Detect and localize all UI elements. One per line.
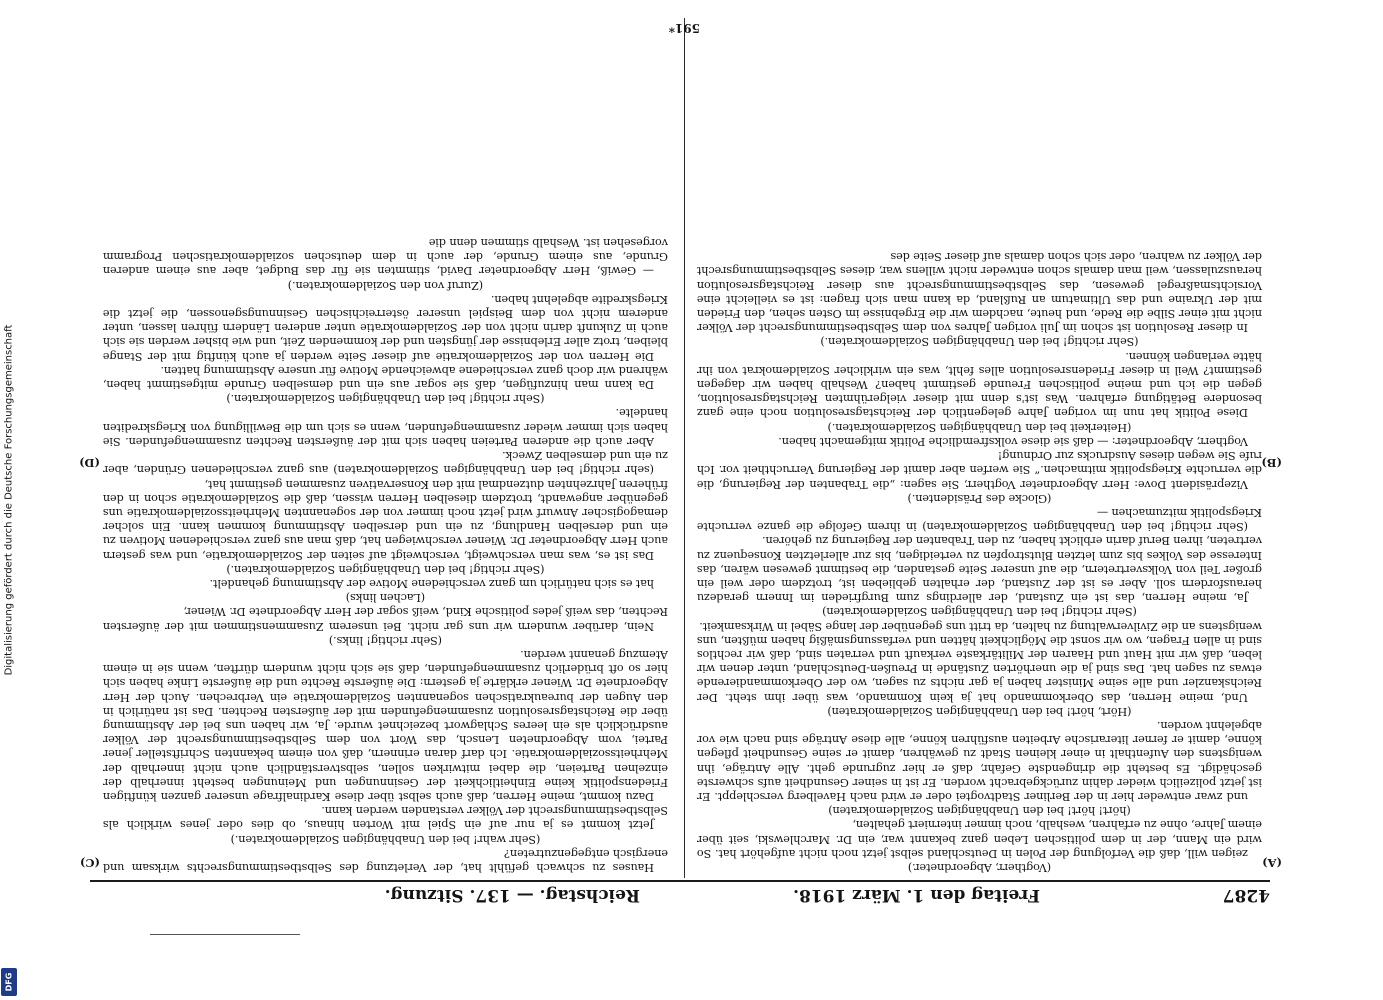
interjection: (Sehr richtig! bei den Unabhängigen Sozialdemokraten) [822, 605, 1137, 619]
header-rule [90, 880, 1270, 882]
paragraph: Ja, meine Herren, das ist ein Zustand, der allerdings zum Burgfrieden im Innern geradezu herausfordern soll. Aber es ist der Zustand, der erhalten geblieben ist, trotzdem oder weil ein großer Teil von Volksvertretern, die auf unserer Seite gestanden, die bestimmt gewesen wären, das Interesse des Volkes bis zum letzten Blutstropfen zu verteidigen, bis zur allerletzten Konsequenz zu vertreten, ihren Beruf darin erblickt haben, zu den Trabanten der Regierung zu gehören. [697, 534, 1262, 605]
paragraph: In dieser Resolution ist schon im Juli vorigen Jahres von dem Selbstbestimmungsrecht der Völker nicht mit einer Silbe die Rede, und heute, nachdem wir die Ergebnisse im Osten sehen, den Frieden mit der Ukraine und das Ultimatum an Rußland, da kann man sich fragen: ist es vielleicht eine Vorsichtsmaßregel gewesen, das Selbstbestimmungsrecht aus dieser Reichstagsresolution herauszulassen, weil man damals schon entweder nicht willens war, dieses Selbstbestimmungsrecht der Völker zu wahren, oder sich schon damals auf dieser Seite des [697, 250, 1262, 335]
paragraph: Diese Politik hat nun im vorigen Jahre gelegentlich der Reichstagsresolution noch eine ganz besondere Betätigung erfahren. Was ist's denn mit dieser vielgerühmten Reichstagsresolution, gegen die ich und meine politischen Freunde gestimmt haben? Weshalb haben wir dagegen gestimmt? Weil in dieser Friedensresolution alles fehlt, was ein wirklicher Sozialdemokrat von ihr hätte verlangen können. [697, 349, 1262, 420]
paragraph: hat es sich natürlich um ganz verschiedene Motive der Abstimmung gehandelt. [209, 576, 654, 590]
interjection: (Sehr richtig! bei den Unabhängigen Sozialdemokraten.) [226, 392, 545, 406]
interjection: (Sehr wahr! bei den Unabhängigen Sozialdemokraten.) [230, 832, 541, 846]
interjection: (Glocke des Präsidenten.) [907, 491, 1052, 505]
margin-mark-d: (D) [79, 456, 100, 470]
interjection: (hört! hört! bei den Unabhängigen Sozialdemokraten) [828, 804, 1131, 818]
interjection: (Vogtherr, Abgeordneter.) [907, 861, 1052, 874]
paragraph: — Gewiß, Herr Abgeordneter David, stimmten sie für das Budget, aber aus einem anderen Grunde, aus einem Grunde, der auch in dem deutschen sozialdemokratischen Programm vorgesehen ist. Weshalb stimmen denn die [103, 236, 668, 278]
paragraph: Vizepräsident Dove: Herr Abgeordneter Vogtherr, Sie sagen: „die Trabanten der Regierung, die die verruchte Kriegspolitik mitmachen.“ Sie werfen aber damit der Regierung Verruchtheit vor. Ich rufe Sie wegen dieses Ausdrucks zur Ordnung! [697, 449, 1262, 491]
interjection: (Hört, hört! bei den Unabhängigen Sozialdemokraten) [827, 704, 1132, 718]
paragraph: Vogtherr, Abgeordneter: — daß sie diese volksfremdliche Politik mitgemacht haben. [778, 434, 1248, 448]
interjection: (Heiterkeit bei den Unabhängigen Sozialdemokraten.) [827, 420, 1132, 434]
paragraph: (Sehr richtig! bei den Unabhängigen Sozialdemokraten) in ihrem Gefolge die ganze verruchte Kriegspolitik mitzumachen — [697, 505, 1262, 534]
footer-page-mark: 591* [668, 21, 700, 35]
interjection: (Sehr richtig! bei den Unabhängigen Sozialdemokraten.) [820, 335, 1139, 349]
right-column [103, 24, 668, 874]
dfg-logo-text: DFG [4, 972, 14, 992]
paragraph: Jetzt kommt es ja nur auf ein Spiel mit Worten hinaus, ob dies oder jenes wirklich als Selbstbestimmungsrecht der Völker verstanden werden kann. [103, 804, 668, 832]
sidebar-credit-text: Digitalisierung gefördert durch die Deutsche Forschungsgemeinschaft [3, 324, 15, 676]
dfg-logo [1, 968, 17, 996]
header-title: Reichstag. — 137. Sitzung. [384, 885, 640, 905]
paragraph: (sehr richtig! bei den Unabhängigen Sozialdemokraten) aus ganz verschiedenen Gründen, aber zu ein und demselben Zweck. [103, 449, 668, 477]
paragraph: Die Herren von der Sozialdemokratie auf dieser Seite werden ja auch künftig mit der Stange bleiben, trotz aller Erlebnisse der jüngsten und der kommenden Zeit, und wie bisher werden sie sich auch in Zukunft darin nicht von der Sozialdemokratie unter anderen Ländern führen lassen, unter anderem nicht von dem Beispiel unserer österreichischen Gesinnungsgenossen, die jetzt die Kriegskredite abgelehnt haben. [103, 292, 668, 363]
left-column [697, 24, 1262, 874]
interjection: (Lachen links) [345, 591, 426, 605]
page-header [90, 883, 1270, 907]
interjection: (Sehr richtig! links.) [328, 633, 443, 647]
interjection: (Sehr richtig! bei den Unabhängigen Sozialdemokraten.) [226, 562, 545, 576]
top-rule [150, 934, 300, 935]
paragraph: Das ist es, was man verschweigt, verschweigt auf seiten der Sozialdemokratie, und was gestern auch Herr Abgeordneter Dr. Wiener verschwiegen hat, daß man aus ganz verschiedenen Motiven zu ein und derselben Handlung, zu ein und derselben Abstimmung kommen kann. Ein solcher demagogischer Anwurf wird jetzt noch immer von der sogenannten Mehrheitssozialdemokratie uns gegenüber angewandt, trotzdem dieselben Herren wissen, daß die Sozialdemokratie schon in den früheren Jahrzehnten dutzendmal mit den Konservativen zusammen gestimmt hat, [103, 477, 668, 562]
margin-mark-a: (A) [1262, 856, 1282, 870]
digitization-sidebar [0, 0, 18, 1000]
margin-mark-c: (C) [79, 856, 100, 870]
paragraph: Dazu kommt, meine Herren, daß auch selbst über diese Kardinalfrage unserer ganzen künftigen Friedenspolitik keine Einheitlichkeit der Gesinnungen und Meinungen besteht innerhalb der einzelnen Parteien, die dabei mitwirken sollen, selbstverständlich auch nicht innerhalb der Mehrheitssozialdemokratie. Ich darf daran erinnern, daß von einem bekannten Schriftsteller jener Partei, vom Abgeordneten Lensch, das Wort von dem Selbstbestimmungsrecht der Völker ausdrücklich als ein leeres Schlagwort bezeichnet wurde. Ja, wir haben uns bei der Abstimmung über die Reichstagsresolution zusammengefunden mit der äußersten Rechten. Das ist natürlich in den Augen der bureaukratischen sogenannten Sozialdemokratie ein Verbrechen. Auch der Herr Abgeordnete Dr. Wiener erklärte ja gestern: Die äußerste Rechte und die äußerste Linke haben sich hier so oft brüderlich zusammengefunden, daß sie sich nicht wundern dürften, wenn sie in einem Atemzug genannt werden. [103, 647, 668, 803]
header-page-number: 4287 [1222, 885, 1270, 905]
rotated-newspaper-page [40, 0, 1340, 940]
margin-mark-b: (B) [1261, 456, 1282, 470]
paragraph: zeigen will, daß die Verfolgung der Polen in Deutschland selbst jetzt noch nicht aufgehört hat. So wird ein Mann, der in dem politischen Leben ganz bekannt war, ein Dr. Marchlewski, seit über einem Jahre, ohne zu erfahren, weshalb, noch immer interniert gehalten, [697, 818, 1262, 860]
paragraph: Aber auch die anderen Parteien haben sich mit der äußersten Rechten zusammengefunden. Sie haben sich immer wieder zusammengefunden, wenn es sich um die Bewilligung von Kriegskrediten handelte. [103, 406, 668, 448]
paragraph: Nein, darüber wundern wir uns gar nicht. Bei unserem Zusammenstimmen mit der äußersten Rechten, das weiß jedes politische Kind, weiß sogar der Herr Abgeordnete Dr. Wiener, [103, 605, 668, 633]
column-divider [684, 18, 685, 878]
interjection: (Zuruf von den Sozialdemokraten.) [287, 278, 484, 292]
paragraph: Hauses zu schwach gefühlt hat, der Verletzung des Selbstbestimmungsrechts wirksam und energisch entgegenzutreten? [103, 846, 668, 874]
header-date: Freitag den 1. März 1918. [793, 885, 1040, 905]
paragraph: und zwar entweder hier in der Berliner Stadtvogtei oder er wird nach Havelberg verschleppt. Er ist jetzt polizeilich wieder dahin zurückgebracht worden. Er ist in seiner Gesundheit aufs schwerste geschädigt. Es besteht die dringendste Gefahr, daß er hier zugrunde geht. Alle Anträge, ihn wenigstens den Aufenthalt in einer kleinen Stadt zu gewähren, damit er seine Gesundheit pflegen könne, damit er ferner literarische Arbeiten ausführen könne, alle diese Anträge sind nach wie vor abgelehnt worden. [697, 718, 1262, 803]
paragraph: Da kann man hinzufügen, daß sie sogar aus ein und demselben Grunde mitgestimmt haben, während wir doch ganz verschiedene abweichende Motive für unsere Abstimmung hatten. [103, 363, 668, 392]
paragraph: Und, meine Herren, das Oberkommando hat ja kein Kommando, was über ihm steht. Der Reichskanzler und alle seine Minister haben ja gar nichts zu sagen, wo der Oberkommandierende etwas zu sagen hat. Das sind ja die unerhörten Zustände in Preußen-Deutschland, unter denen wir leben, daß wir mit Haut und Haaren der Militärkaste verkauft und verraten sind, daß wir rechtlos sind in allen Fragen, wo wir sonst die Möglichkeit hätten und verfassungsmäßig haben müßten, uns wenigstens an die Zivilverwaltung zu halten, da tritt uns gegenüber der lange Säbel in Wirksamkeit. [697, 619, 1262, 704]
